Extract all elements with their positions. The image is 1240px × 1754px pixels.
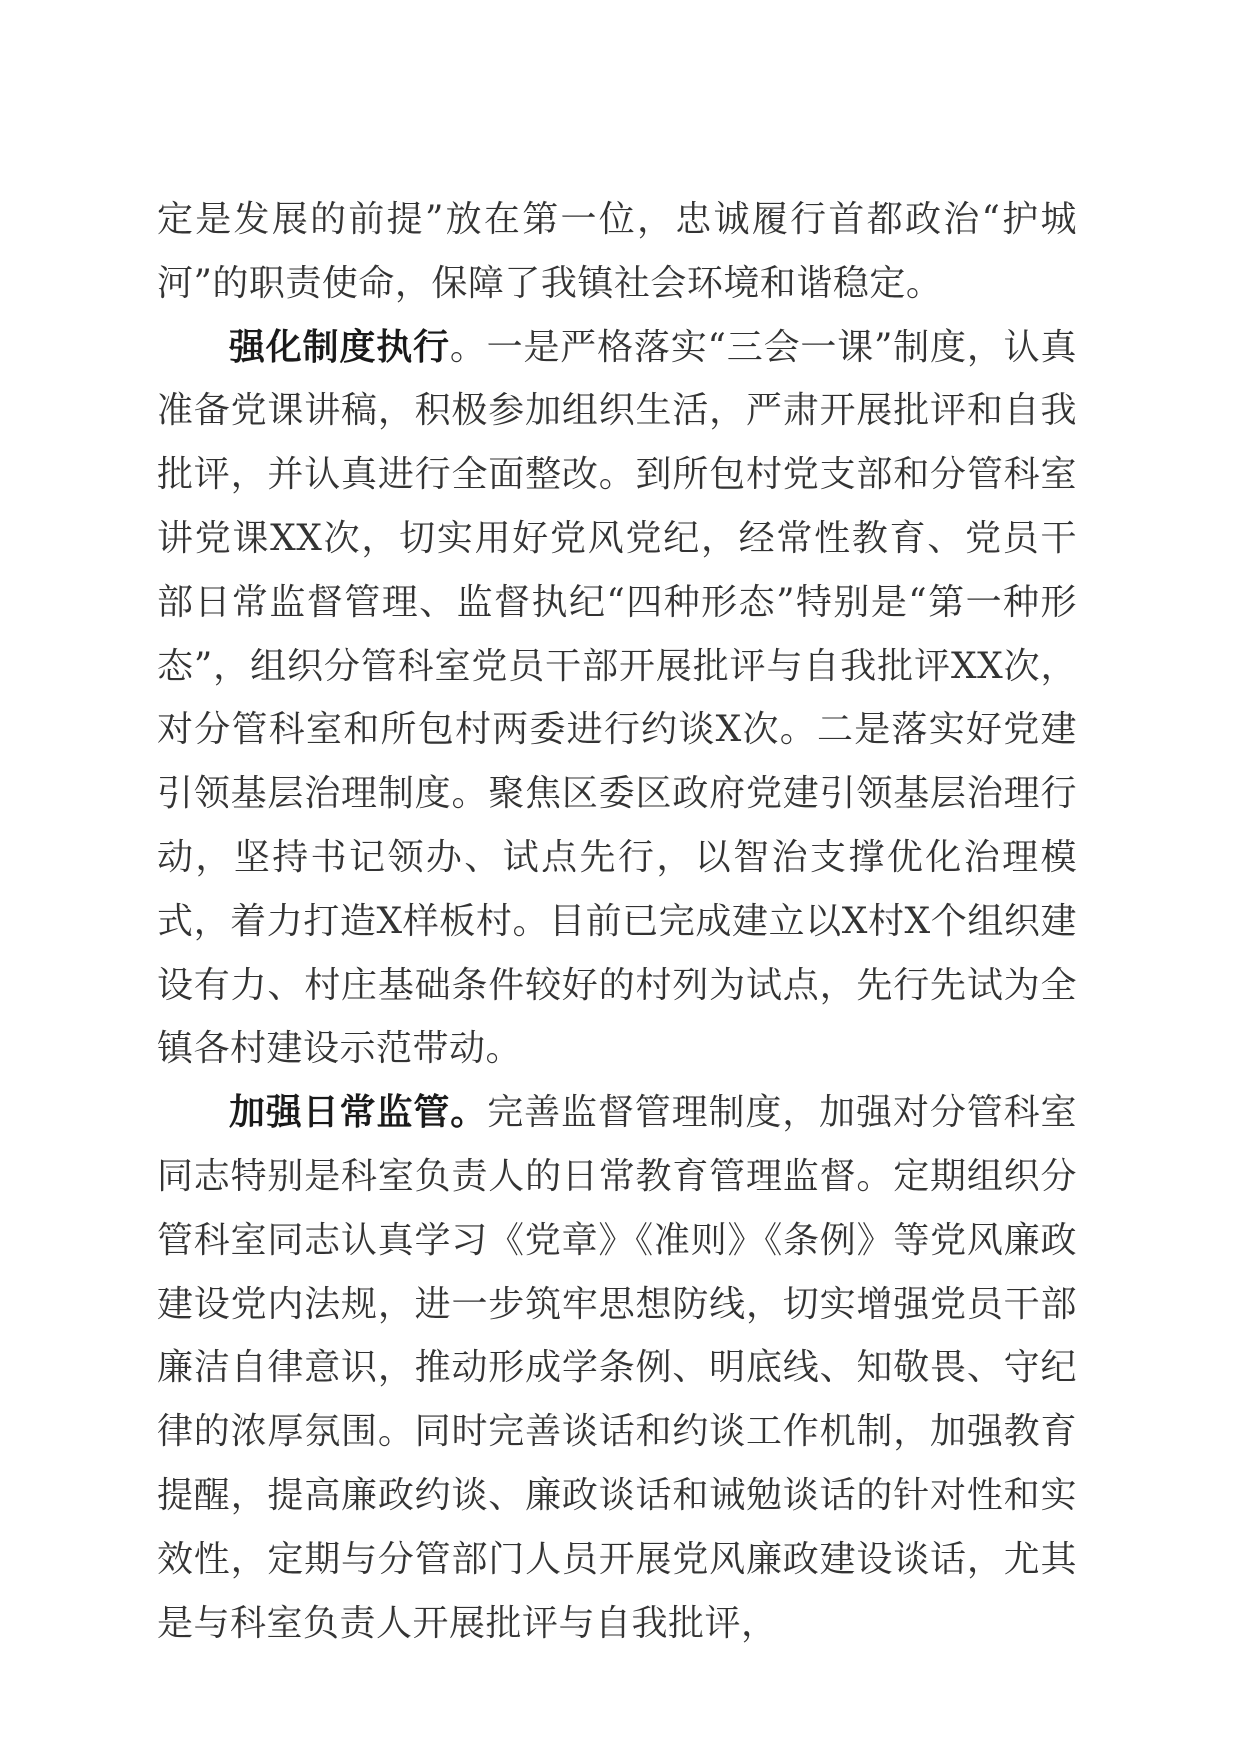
paragraph-continuation	[157, 188, 1077, 316]
paragraph-heading: 强化制度执行	[229, 326, 450, 368]
paragraph-institution-execution	[157, 316, 1077, 1082]
paragraph-text: 完善监督管理制度，加强对分管科室同志特别是科室负责人的日常教育管理监督。定期组织分管科室同志认真学习《党章》《准则》《条例》等党风廉政建设党内法规，进一步筑牢思想防线，切实增强党员干部廉洁自律意识，推动形成学条例、明底线、知敬畏、守纪律的浓厚氛围。同时完善谈话和约谈工作机制，加强教育提醒，提高廉政约谈、廉政谈话和诫勉谈话的针对性和实效性，定期与分管部门人员开展党风廉政建设谈话，尤其是与科室负责人开展批评与自我批评，	[157, 1092, 1077, 1644]
paragraph-heading: 加强日常监管。	[229, 1092, 488, 1134]
paragraph-text: 。一是严格落实“三会一课”制度，认真准备党课讲稿，积极参加组织生活，严肃开展批评和自我批评，并认真进行全面整改。到所包村党支部和分管科室讲党课XX次，切实用好党风党纪，经常性教育、党员干部日常监督管理、监督执纪“四种形态”特别是“第一种形态”，组织分管科室党员干部开展批评与自我批评XX次，对分管科室和所包村两委进行约谈X次。二是落实好党建引领基层治理制度。聚焦区委区政府党建引领基层治理行动，坚持书记领办、试点先行，以智治支撑优化治理模式，着力打造X样板村。目前已完成建立以X村X个组织建设有力、村庄基础条件较好的村列为试点，先行先试为全镇各村建设示范带动。	[157, 326, 1077, 1070]
document-body	[157, 188, 1077, 1655]
paragraph-text: 定是发展的前提”放在第一位，忠诚履行首都政治“护城河”的职责使命，保障了我镇社会环境和谐稳定。	[157, 199, 1077, 304]
paragraph-daily-supervision	[157, 1081, 1077, 1655]
